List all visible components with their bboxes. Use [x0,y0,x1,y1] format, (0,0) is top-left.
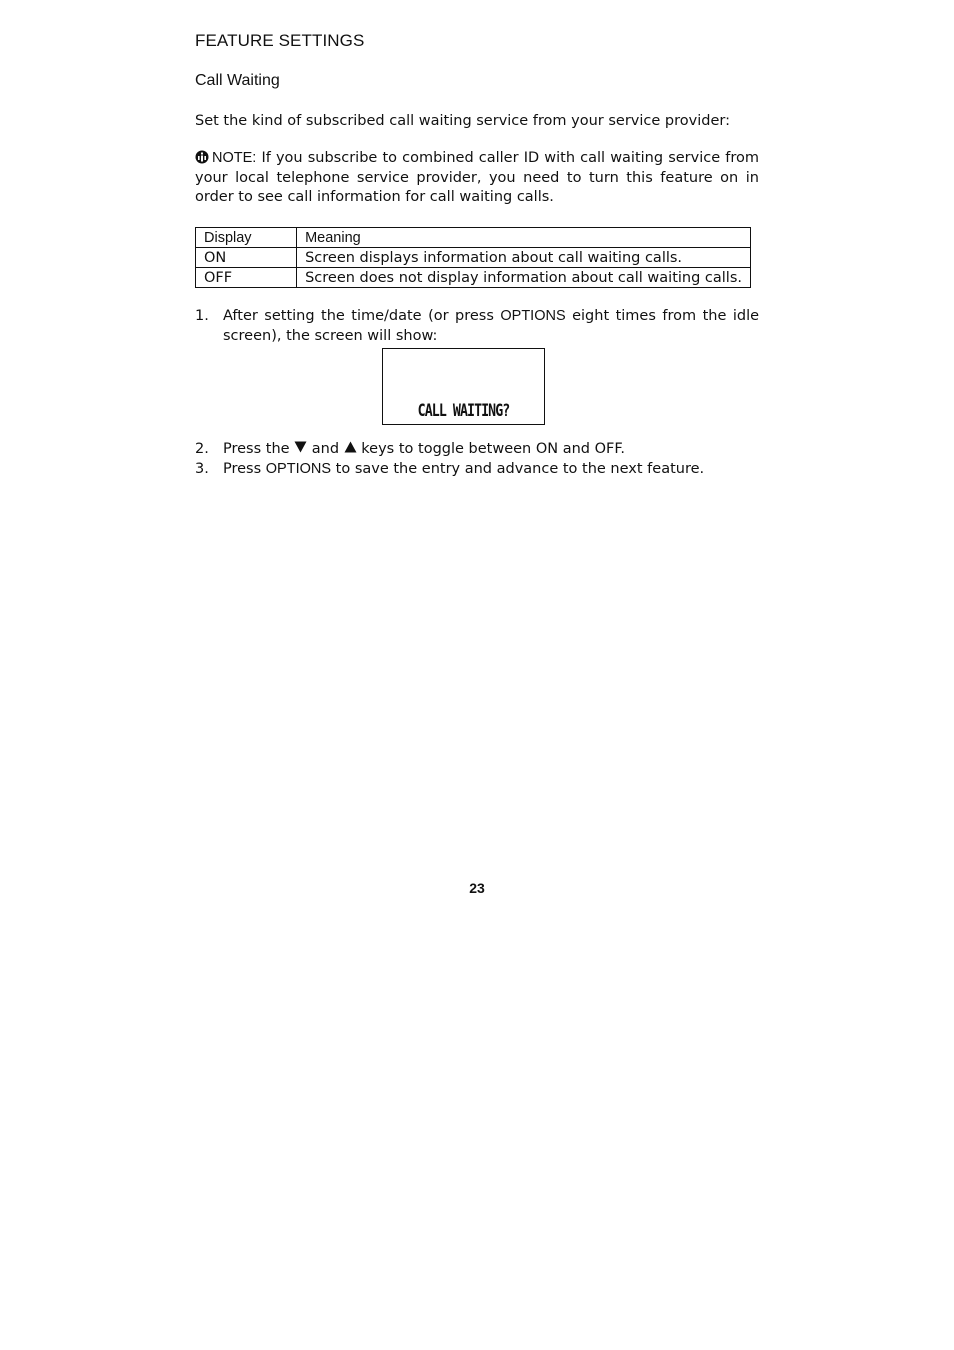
step-text-part: to save the entry and advance to the next feature. [335,461,705,477]
intro-paragraph: Set the kind of subscribed call waiting service from your service provider: [195,113,730,129]
options-key-label: OPTIONS [500,308,566,324]
table-cell-display: OFF [196,268,297,288]
info-icon [195,150,209,164]
steps-list [195,306,759,346]
lcd-screen [382,348,545,425]
table-cell-meaning: Screen does not display information about call waiting calls. [297,268,751,288]
step-text-part: Press [223,461,262,477]
note-paragraph [195,149,759,208]
step-2 [195,439,759,459]
step-text [223,306,759,346]
table-header-row [196,228,751,248]
page-number: 23 [469,880,485,896]
step-number: 1. [195,308,209,324]
table-cell-display: ON [196,248,297,268]
table-row [196,248,751,268]
step-text-part: keys to toggle between ON and OFF. [361,441,625,457]
table-header-display: Display [196,228,297,248]
step-text-part: Press the [223,441,290,457]
note-label: NOTE: [212,150,257,166]
up-triangle-icon [344,441,357,453]
step-1 [195,306,759,346]
step-text-part: and [311,441,340,457]
options-key-label: OPTIONS [265,461,332,477]
step-text-part: eight times from the idle screen), the screen will show: [223,308,760,344]
step-text [223,459,759,479]
subsection-title: Call Waiting [195,72,280,89]
step-number: 2. [195,441,209,457]
step-text-part: After setting the time/date (or press [223,308,494,324]
table-header-meaning: Meaning [297,228,751,248]
table-row [196,268,751,288]
step-text [223,439,759,459]
note-text: If you subscribe to combined caller ID with call waiting service from your local telephone service provider, you need to turn this feature on in order to see call information for call waiting calls. [195,150,760,205]
display-meaning-table [195,227,751,288]
section-title: FEATURE SETTINGS [195,31,365,50]
lcd-text: CALL WAITING? [417,401,510,421]
down-triangle-icon [294,441,307,453]
step-3 [195,459,759,479]
step-number: 3. [195,461,209,477]
table-cell-meaning: Screen displays information about call waiting calls. [297,248,751,268]
